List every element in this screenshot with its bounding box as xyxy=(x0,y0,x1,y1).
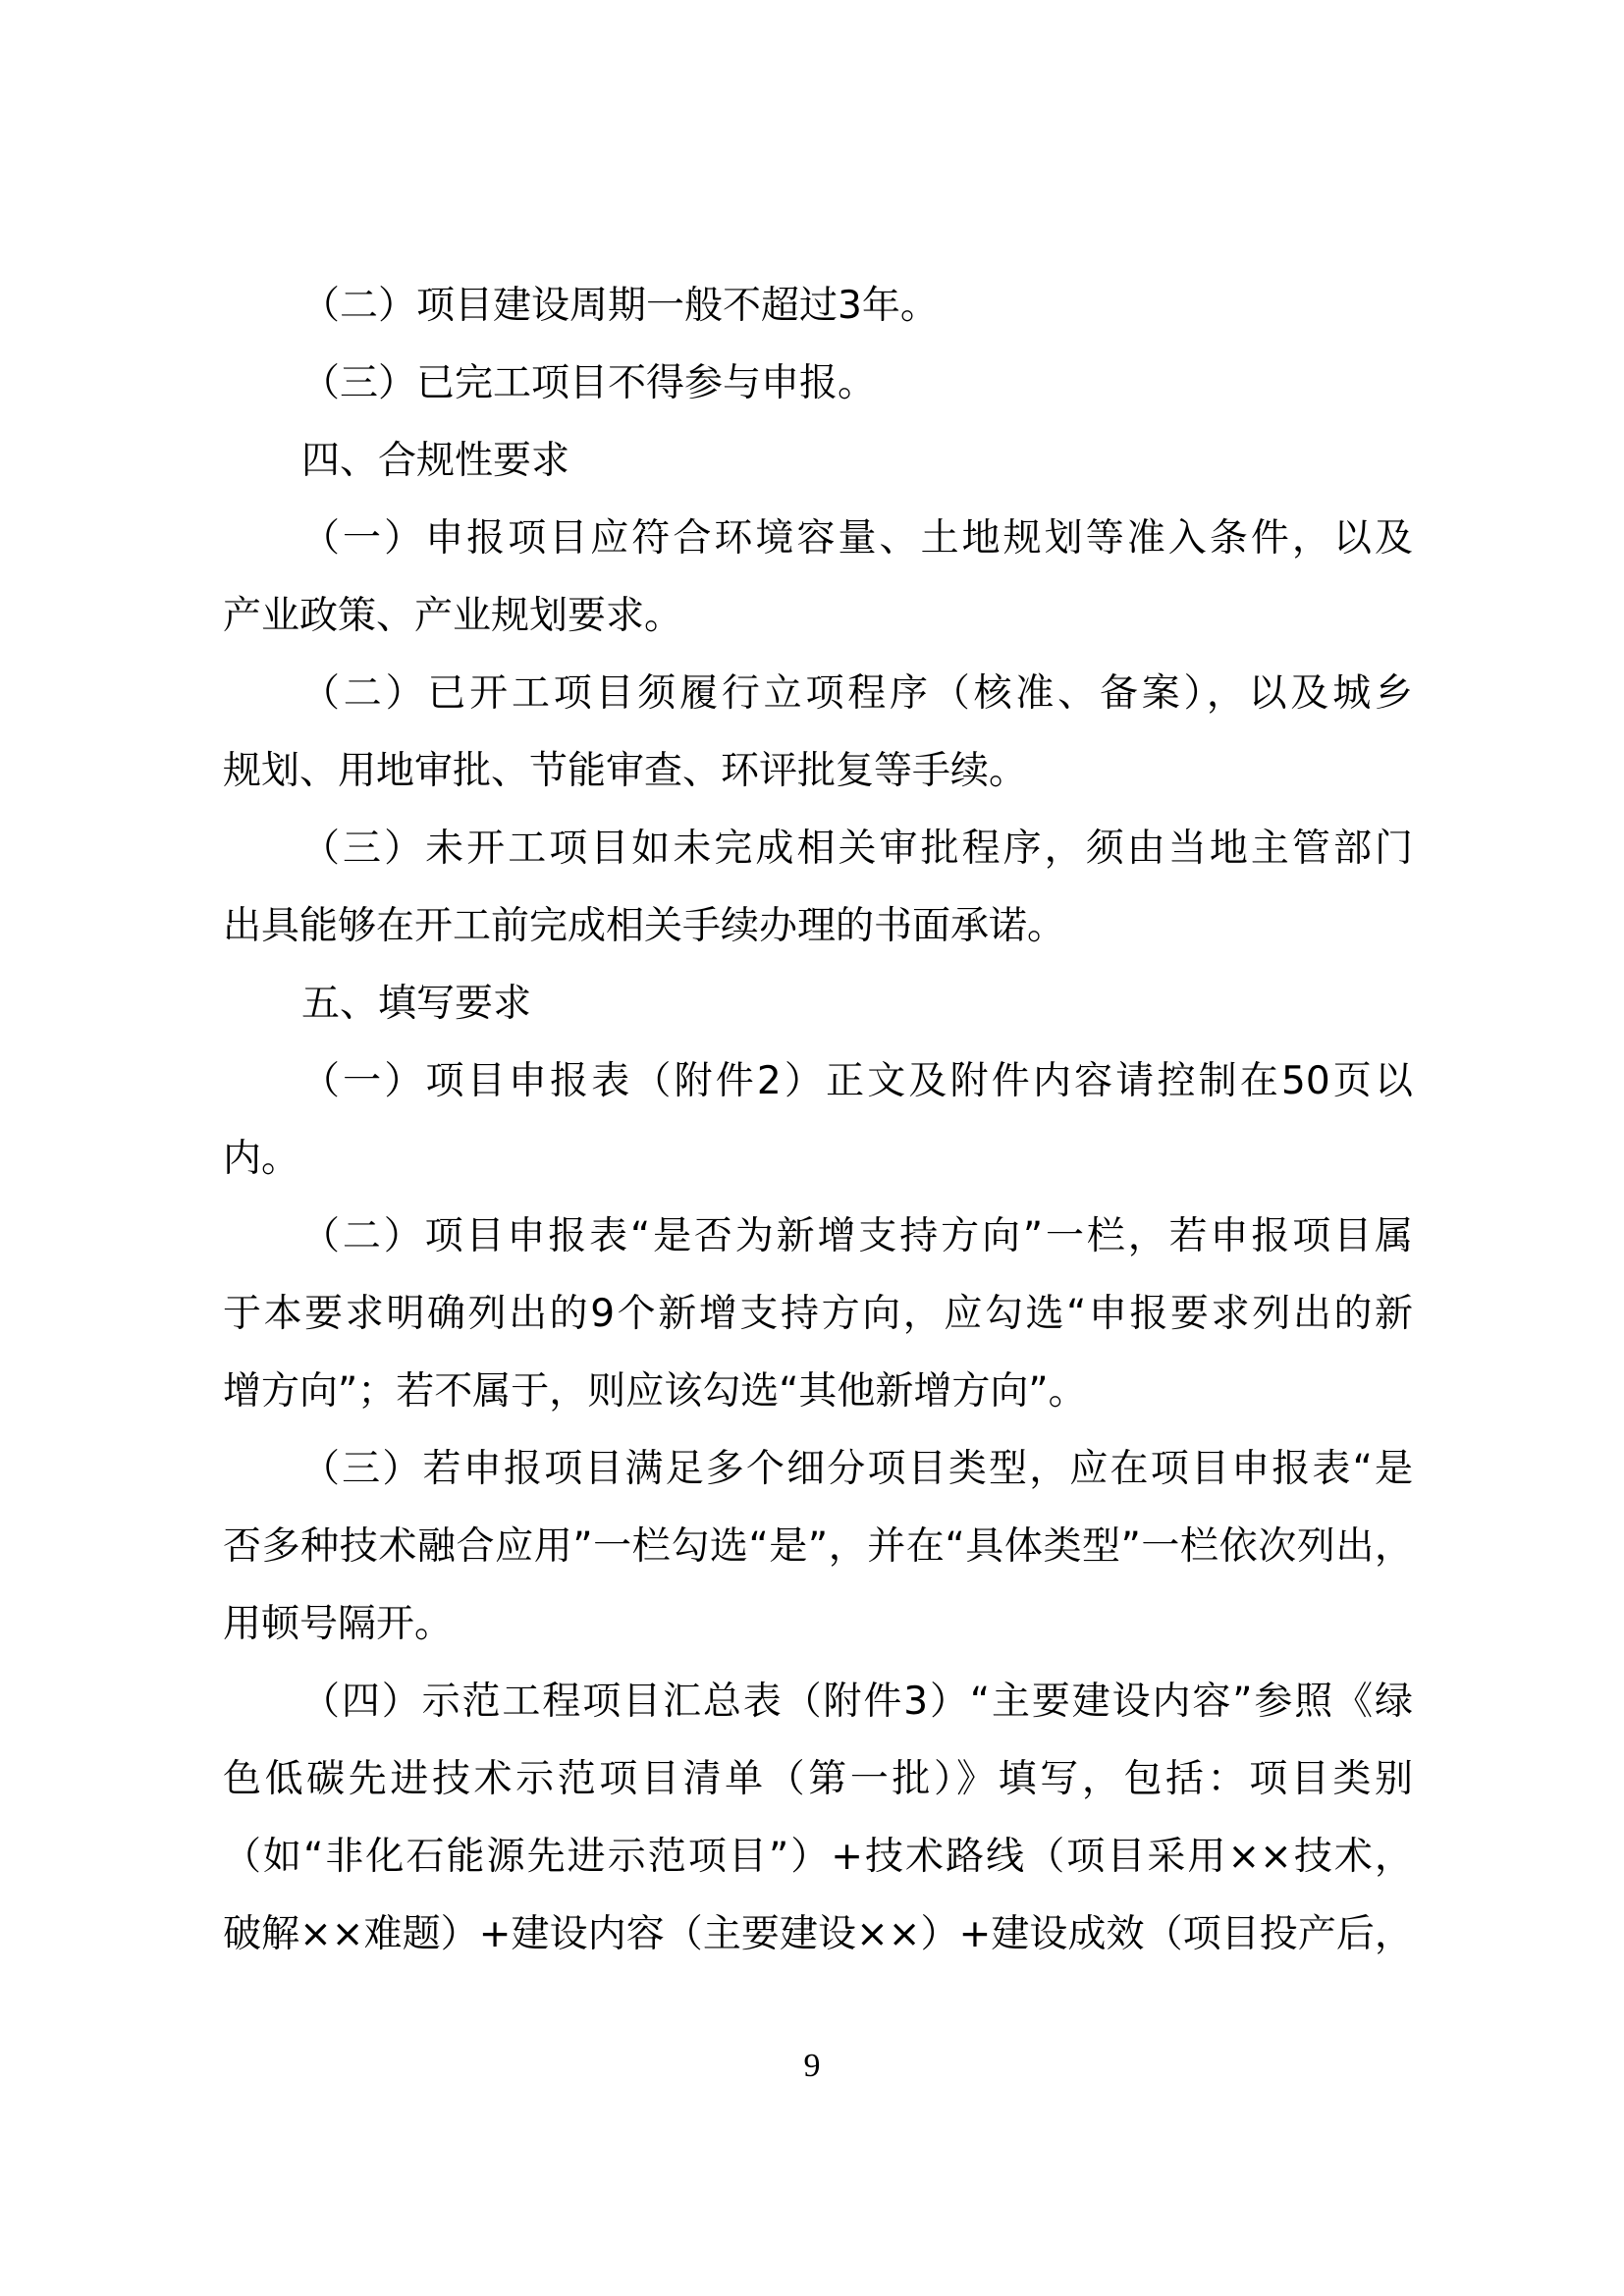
page-number: 9 xyxy=(803,2048,821,2084)
text-line: （二）项目申报表“是否为新增支持方向”一栏，若申报项目属 xyxy=(301,1214,1413,1258)
text-line: 内。 xyxy=(223,1137,300,1181)
text-line: （二）项目建设周期一般不超过3年。 xyxy=(301,284,939,328)
text-line: 产业政策、产业规划要求。 xyxy=(223,594,683,638)
text-line: （三）若申报项目满足多个细分项目类型，应在项目申报表“是 xyxy=(301,1447,1413,1491)
text-line: 规划、用地审批、节能审查、环评批复等手续。 xyxy=(223,749,1028,793)
text-line: 色低碳先进技术示范项目清单（第一批）》填写，包括：项目类别 xyxy=(223,1757,1413,1801)
text-line: （一）项目申报表（附件2）正文及附件内容请控制在50页以 xyxy=(301,1059,1413,1103)
text-line: （三）未开工项目如未完成相关审批程序，须由当地主管部门 xyxy=(301,827,1413,871)
text-line: 否多种技术融合应用”一栏勾选“是”，并在“具体类型”一栏依次列出， xyxy=(223,1524,1413,1569)
text-line: （三）已完工项目不得参与申报。 xyxy=(301,361,877,405)
text-line: （一）申报项目应符合环境容量、土地规划等准入条件，以及 xyxy=(301,516,1413,561)
section-heading-filling: 五、填写要求 xyxy=(301,982,532,1026)
text-line: （四）示范工程项目汇总表（附件3）“主要建设内容”参照《绿 xyxy=(301,1680,1413,1724)
text-line: 增方向”；若不属于，则应该勾选“其他新增方向”。 xyxy=(223,1369,1087,1414)
text-line: 出具能够在开工前完成相关手续办理的书面承诺。 xyxy=(223,904,1066,948)
text-line: 破解××难题）+建设内容（主要建设××）+建设成效（项目投产后， xyxy=(223,1912,1413,1956)
text-line: （如“非化石能源先进示范项目”）+技术路线（项目采用××技术， xyxy=(223,1835,1413,1879)
text-line: 于本要求明确列出的9个新增支持方向，应勾选“申报要求列出的新 xyxy=(223,1292,1413,1336)
section-heading-compliance: 四、合规性要求 xyxy=(301,439,570,483)
text-line: （二）已开工项目须履行立项程序（核准、备案），以及城乡 xyxy=(301,671,1413,716)
text-line: 用顿号隔开。 xyxy=(223,1602,454,1646)
